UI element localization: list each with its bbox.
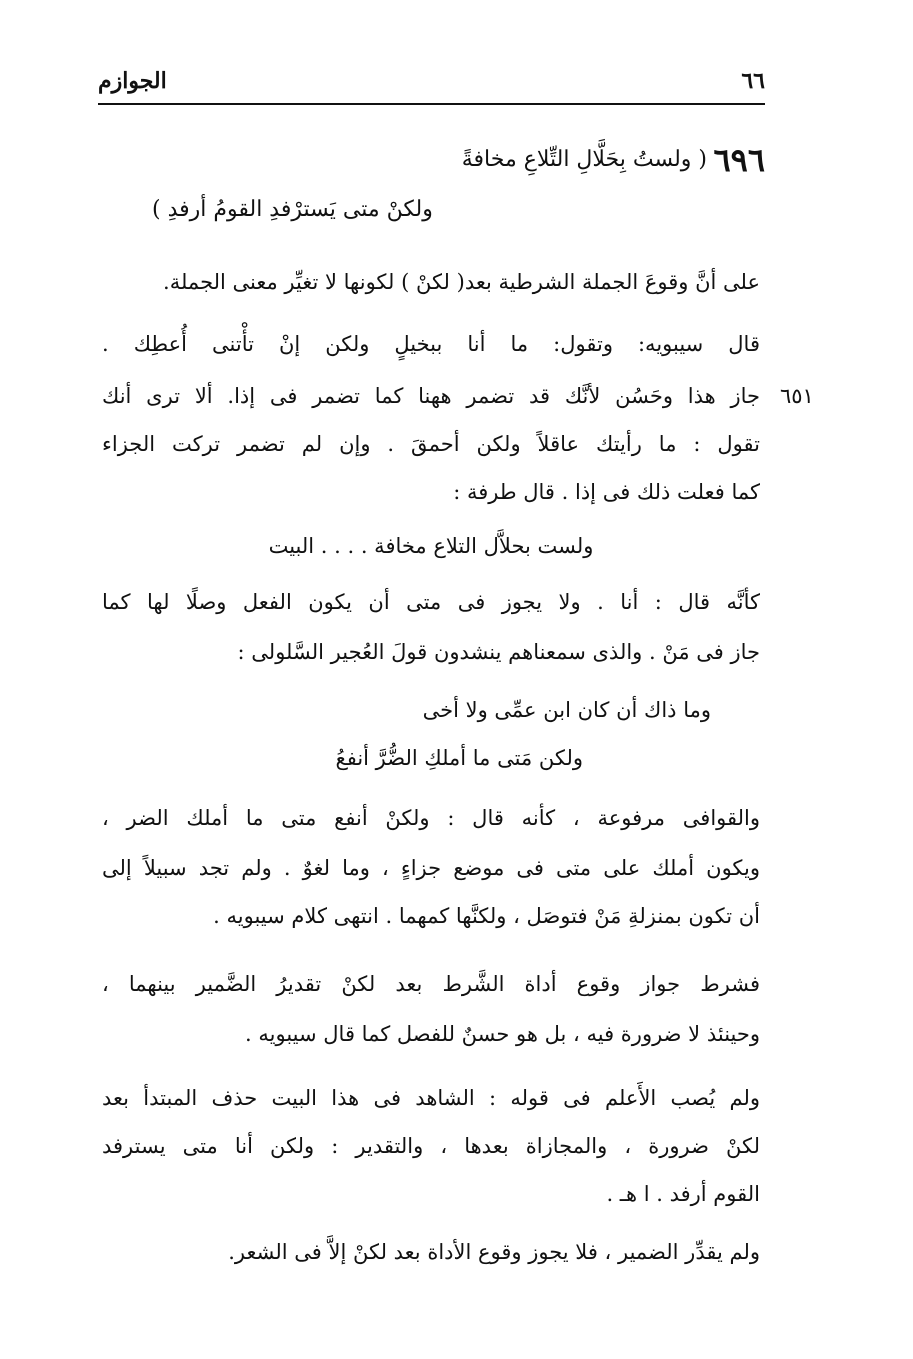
quoted-verse: ولست بحلاَّل التلاع مخافة . . . . البيت <box>268 534 594 558</box>
verse-hemistich-2: ولكنْ متى يَسترْفدِ القومُ أرفدِ ) <box>152 197 433 222</box>
margin-reference-number: ٦٥١ <box>780 384 814 408</box>
poem-hemistich-1: وما ذاك أن كان ابن عمِّى ولا أخى <box>422 698 711 722</box>
paragraph-2-line-1: قال سيبويه: وتقول: ما أنا ببخيلٍ ولكن إنْ تأْتنى أُعطِك . <box>102 332 760 356</box>
paragraph-4-line-1: والقوافى مرفوعة ، كأنه قال : ولكنْ أنفع متى ما أملك الضر ، <box>102 806 760 830</box>
header-rule <box>98 103 765 105</box>
paragraph-6-line-3: القوم أرفد . ا هـ . <box>606 1182 760 1206</box>
running-title: الجوازم <box>98 68 167 94</box>
page-number: ٦٦ <box>741 68 765 94</box>
paragraph-2-line-4: كما فعلت ذلك فى إذا . قال طرفة : <box>453 480 760 504</box>
paragraph-6-line-2: لكنْ ضرورة ، والمجازاة بعدها ، والتقدير : ولكن أنا متى يسترفد <box>102 1134 760 1158</box>
paragraph-4-line-2: ويكون أملك على متى فى موضع جزاءٍ ، وما لغوٌ . ولم تجد سبيلاً إلى <box>102 856 760 880</box>
paragraph-5-line-2: وحينئذ لا ضرورة فيه ، بل هو حسنٌ للفصل كما قال سيبويه . <box>245 1022 760 1046</box>
paragraph-3-line-2: جاز فى مَنْ . والذى سمعناهم ينشدون قولَ العُجير السَّلولى : <box>237 640 760 664</box>
paragraph-2-line-3: تقول : ما رأيتك عاقلاً ولكن أحمقَ . وإن لم تضمر تركت الجزاء <box>102 432 760 456</box>
verse-number: ٦٩٦ <box>713 141 765 179</box>
paragraph-1: على أنَّ وقوعَ الجملة الشرطية بعد( لكنْ ) لكونها لا تغيِّر معنى الجملة. <box>163 270 760 294</box>
poem-hemistich-2: ولكن مَتى ما أملكِ الضُّرَّ أنفعُ <box>335 746 583 770</box>
paragraph-5-line-1: فشرط جواز وقوع أداة الشَّرط بعد لكنْ تقديرُ الضَّمير بينهما ، <box>102 972 760 996</box>
verse-hemistich-1: ( ولستُ بِحَلَّالِ التِّلاعِ مخافةً <box>461 147 707 172</box>
page-header <box>98 68 765 104</box>
paragraph-2-line-2: جاز هذا وحَسُن لأنَّك قد تضمر ههنا كما تضمر فى إذا. ألا ترى أنك <box>102 384 760 408</box>
paragraph-3-line-1: كأنَّه قال : أنا . ولا يجوز فى متى أن يكون الفعل وصلًا لها كما <box>102 590 760 614</box>
paragraph-7: ولم يقدِّر الضمير ، فلا يجوز وقوع الأداة بعد لكنْ إلاَّ فى الشعر. <box>228 1240 760 1264</box>
paragraph-6-line-1: ولم يُصب الأَعلم فى قوله : الشاهد فى هذا البيت حذف المبتدأ بعد <box>102 1086 760 1110</box>
paragraph-4-line-3: أن تكون بمنزلةِ مَنْ فتوصَل ، ولكنَّها كمهما . انتهى كلام سيبويه . <box>213 904 760 928</box>
